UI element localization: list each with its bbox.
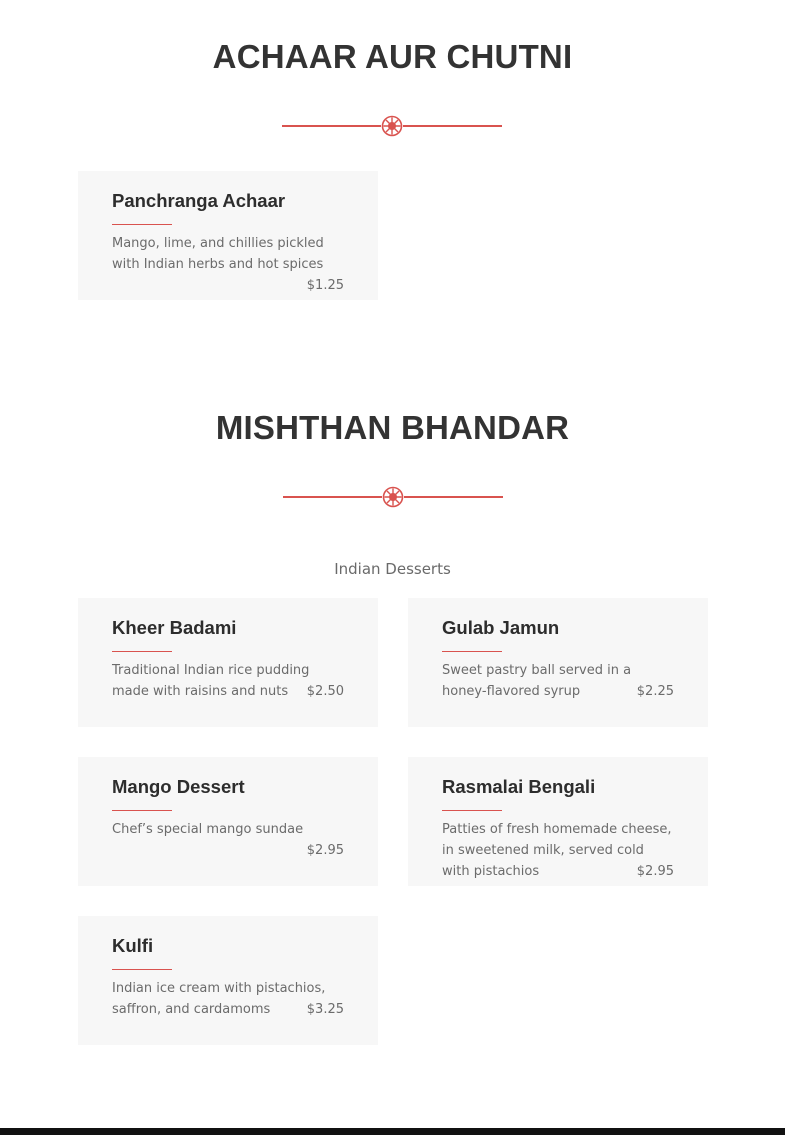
menu-item-name: Kheer Badami xyxy=(112,617,237,638)
menu-item-card xyxy=(78,916,378,1045)
section-subtitle: Indian Desserts xyxy=(334,560,451,578)
title-underline xyxy=(442,810,502,811)
menu-item-name: Rasmalai Bengali xyxy=(442,776,596,797)
ornament-divider-icon xyxy=(283,485,503,509)
title-underline xyxy=(112,810,172,811)
menu-item-body xyxy=(442,819,674,882)
menu-item-description: Chef’s special mango sundae xyxy=(112,822,304,837)
title-underline xyxy=(112,651,172,652)
menu-item-description: Traditional Indian rice pudding made with raisins and nuts xyxy=(112,663,310,699)
menu-item-name: Kulfi xyxy=(112,935,154,956)
menu-item-card xyxy=(408,757,708,886)
menu-item-description: Mango, lime, and chillies pickled with Indian herbs and hot spices xyxy=(112,236,324,272)
menu-item-card xyxy=(408,598,708,727)
footer-bar xyxy=(0,1128,785,1135)
menu-item-description: Indian ice cream with pistachios, saffron, and cardamoms xyxy=(112,981,326,1017)
menu-item-price: $2.95 xyxy=(306,843,344,858)
menu-item-price: $2.50 xyxy=(306,684,344,699)
menu-item-body xyxy=(442,660,674,702)
menu-item-card xyxy=(78,598,378,727)
menu-item-price: $2.95 xyxy=(636,864,674,879)
section-title-achaar: ACHAAR AUR CHUTNI xyxy=(212,38,573,75)
menu-item-body xyxy=(112,819,344,861)
menu-item-body xyxy=(112,660,344,702)
title-underline xyxy=(112,224,172,225)
title-underline xyxy=(442,651,502,652)
section-title-mishthan: MISHTHAN BHANDAR xyxy=(215,409,570,446)
menu-item-price: $3.25 xyxy=(306,1002,344,1017)
ornament-divider-icon xyxy=(282,114,502,138)
menu-item-card xyxy=(78,757,378,886)
menu-item-body xyxy=(112,233,344,296)
menu-item-name: Gulab Jamun xyxy=(442,617,560,638)
menu-item-name: Panchranga Achaar xyxy=(112,190,286,211)
menu-item-description: Patties of fresh homemade cheese, in sweetened milk, served cold with pistachios xyxy=(442,822,672,879)
menu-item-description: Sweet pastry ball served in a honey-flavored syrup xyxy=(442,663,632,699)
menu-item-card xyxy=(78,171,378,300)
title-underline xyxy=(112,969,172,970)
menu-item-body xyxy=(112,978,344,1020)
menu-item-price: $2.25 xyxy=(636,684,674,699)
menu-item-price: $1.25 xyxy=(306,278,344,293)
menu-item-name: Mango Dessert xyxy=(112,776,245,797)
